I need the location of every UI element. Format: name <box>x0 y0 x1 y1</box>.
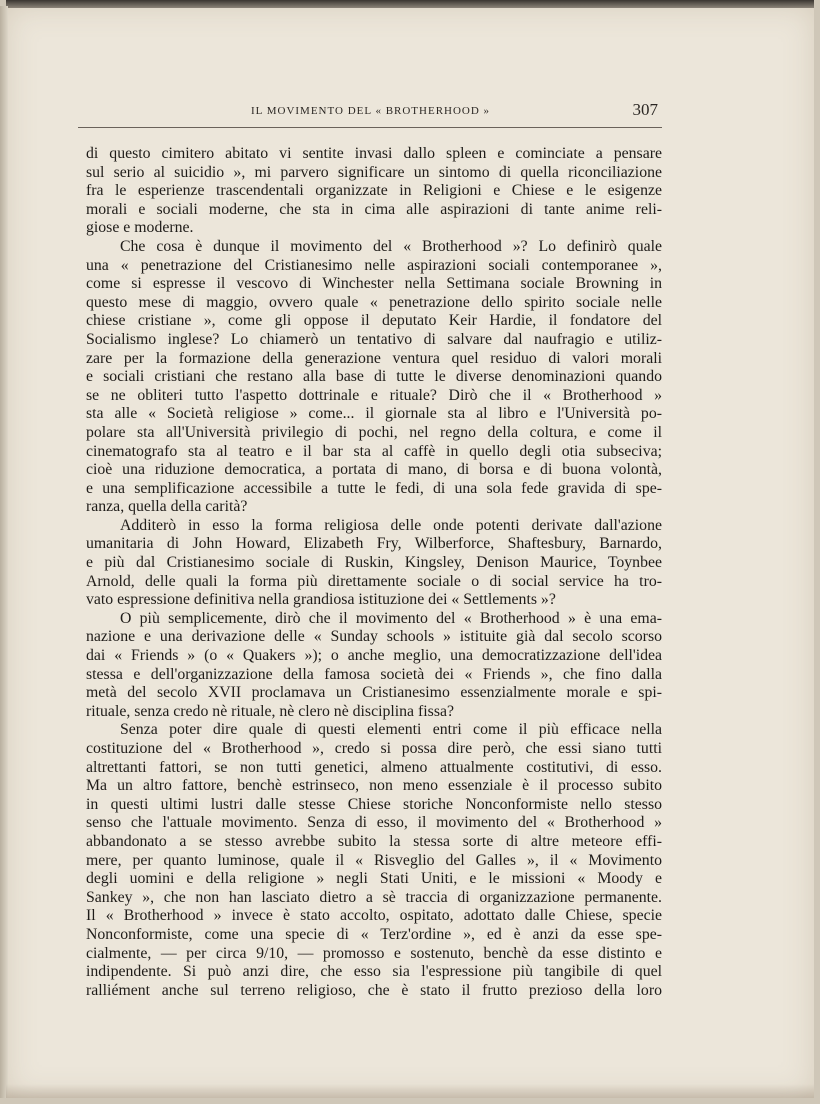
text-line: mere, per quanto luminose, quale il « Risveglio del Galles », il « Movimento <box>86 851 662 869</box>
text-line: e più dal Cristianesimo sociale di Ruskin, Kingsley, Denison Maurice, Toynbee <box>86 554 662 572</box>
text-line: questo mese di maggio, ovvero quale « penetrazione dello spirito sociale nelle <box>86 293 662 311</box>
text-line: cioè una riduzione democratica, a portata di mano, di borsa e di buona volontà, <box>86 461 662 479</box>
text-line: se ne obliteri tutto l'aspetto dottrinale e rituale? Dirò che il « Brotherhood » <box>86 386 662 404</box>
text-line: in questi ultimi lustri dalle stesse Chiese storiche Nonconformiste nello stesso <box>86 795 662 813</box>
text-line: stessa e dell'organizzazione della famosa società dei « Friends », che fino dalla <box>86 665 662 683</box>
text-line: cialmente, — per circa 9/10, — promosso e sostenuto, benchè da esse distinto e <box>86 944 662 962</box>
text-line: indipendente. Si può anzi dire, che esso sia l'espressione più tangibile di quel <box>86 963 662 981</box>
text-line: cinematografo sta al teatro e il bar sta al caffè in quello degli otia subseciva; <box>86 442 662 460</box>
text-line: fra le esperienze trascendentali organizzate in Religioni e Chiese e le esigenze <box>86 182 662 200</box>
text-line: Ma un altro fattore, benchè estrinseco, non meno essenziale è il processo subito <box>86 777 662 795</box>
text-line: Nonconformiste, come una specie di « Terz'ordine », ed è anzi da esse spe- <box>86 925 662 943</box>
page-number: 307 <box>632 100 658 119</box>
text-line: dai « Friends » (o « Quakers »); o anche meglio, una democratizzazione dell'idea <box>86 647 662 665</box>
text-line: Il « Brotherhood » invece è stato accolto, ospitato, adottato dalle Chiese, specie <box>86 907 662 925</box>
text-line: ranza, quella della carità? <box>86 498 248 516</box>
text-line: Sankey », che non han lasciato dietro a sè traccia di organizzazione permanente. <box>86 888 662 906</box>
text-line: O più semplicemente, dirò che il movimento del « Brotherhood » è una ema- <box>120 609 662 627</box>
text-line: ralliément anche sul terreno religioso, che è stato il frutto prezioso della loro <box>86 981 662 999</box>
text-line: altrettanti fattori, se non tutti genetici, almeno attualmente costitutivi, di esso. <box>86 758 662 776</box>
text-line: giose e moderne. <box>86 219 194 237</box>
text-line: costituzione del « Brotherhood », credo si possa dire però, che essi siano tutti <box>86 740 662 757</box>
text-line: e una semplificazione accessibile a tutte le fedi, di una sola fede gravida di spe- <box>86 479 662 497</box>
text-line: di questo cimitero abitato vi sentite invasi dallo spleen e cominciate a pensare <box>86 145 662 162</box>
text-line: rituale, senza credo nè rituale, nè clero nè disciplina fissa? <box>86 702 454 720</box>
body-text <box>86 145 662 1000</box>
page-top-edge <box>6 0 814 8</box>
text-line: e sociali cristiani che restano alla base di tutte le diverse denominazioni quando <box>86 368 662 386</box>
page-bottom-edge <box>6 1084 814 1098</box>
running-head <box>78 102 662 124</box>
text-line: abbandonato a se stesso avrebbe subito la stessa sorte di altre meteore effi- <box>86 832 662 850</box>
text-line: sul serio al suicidio », mi parvero significare un sintomo di quella riconciliazione <box>86 163 662 181</box>
text-line: Arnold, delle quali la forma più direttamente sociale o di social service ha tro- <box>86 572 662 590</box>
text-line: senso che l'attuale movimento. Senza di esso, il movimento del « Brotherhood » <box>86 814 662 832</box>
text-line: umanitaria di John Howard, Elizabeth Fry, Wilberforce, Shaftesbury, Barnardo, <box>86 535 662 553</box>
text-line: nazione e una derivazione delle « Sunday schools » istituite già dal secolo scorso <box>86 628 662 646</box>
running-title: IL MOVIMENTO DEL « BROTHERHOOD » <box>251 105 491 117</box>
text-line: polare sta all'Università privilegio di pochi, nel regno della coltura, e come il <box>86 423 662 441</box>
text-line: Socialismo inglese? Lo chiamerò un tentativo di salvare dal naufragio e utiliz- <box>86 330 662 348</box>
page-left-edge <box>0 6 8 1098</box>
book-page <box>6 6 814 1098</box>
text-line: sta alle « Società religiose » come... il giornale sta al libro e l'Università po- <box>86 405 662 423</box>
text-line: morali e sociali moderne, che sta in cima alle aspirazioni di tante anime reli- <box>86 200 662 218</box>
text-line: degli uomini e della religione » negli Stati Uniti, e le missioni « Moody e <box>86 870 662 888</box>
text-line: una « penetrazione del Cristianesimo nelle aspirazioni sociali contemporanee », <box>86 256 662 274</box>
header-rule <box>78 127 662 128</box>
text-line: Che cosa è dunque il movimento del « Brotherhood »? Lo definirò quale <box>120 237 662 255</box>
text-line: Additerò in esso la forma religiosa delle onde potenti derivate dall'azione <box>120 516 662 534</box>
text-line: metà del secolo XVII proclamava un Cristianesimo essenzialmente morale e spi- <box>86 684 662 702</box>
text-line: zare per la formazione della generazione ventura quel residuo di valori morali <box>86 349 662 367</box>
text-line: chiese cristiane », come gli oppose il deputato Keir Hardie, il fondatore del <box>86 312 662 330</box>
text-line: vato espressione definitiva nella grandiosa istituzione dei « Settlements »? <box>86 591 556 609</box>
text-line: Senza poter dire quale di questi elementi entri come il più efficace nella <box>120 721 662 739</box>
text-line: come si espresse il vescovo di Winchester nella Settimana sociale Browning in <box>86 275 662 293</box>
